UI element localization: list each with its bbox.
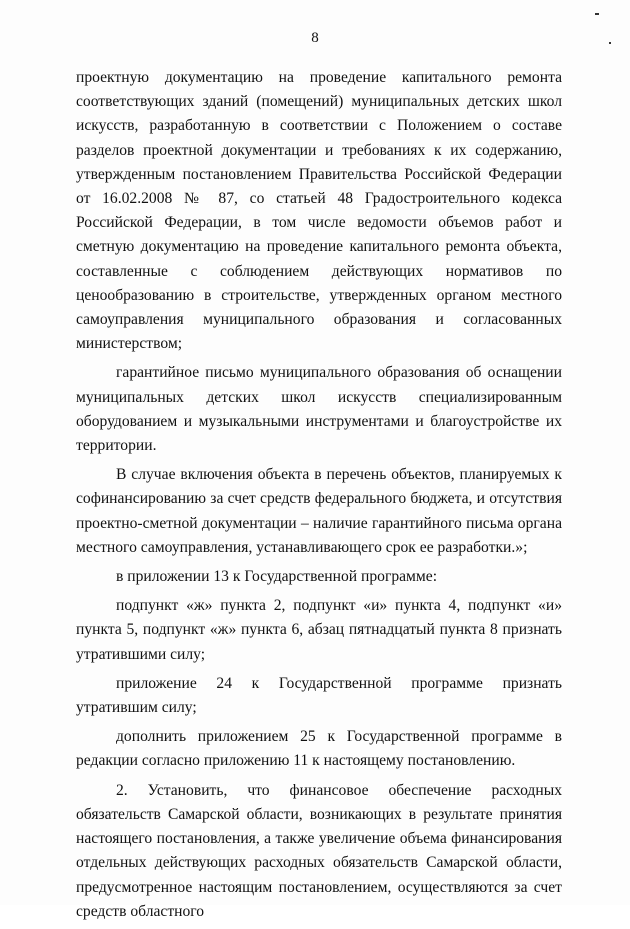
paragraph-appendix-25: дополнить приложением 25 к Государственной программе в редакции согласно приложению 11 к настоящему постановлению. [76, 728, 562, 770]
paragraph-subclauses: подпункт «ж» пункта 2, подпункт «и» пункта 4, подпункт «и» пункта 5, подпункт «ж» пункта 6, абзац пятнадцатый пункта 8 признать утратившими силу; [76, 597, 562, 663]
paragraph-clause-2: 2. Установить, что финансовое обеспечение расходных обязательств Самарской области, возникающих в результате принятия настоящего постановления, а также увеличение объема финансирования отдельных действующих расходных обязательств Самарской области, предусмотренное настоящим постановлением, осуществляются за счет средств областного [76, 781, 562, 920]
paragraph-appendix-13: в приложении 13 к Государственной программе: [116, 568, 438, 586]
paragraph-project-documentation: проектную документацию на проведение капитального ремонта соответствующих зданий (помещений) муниципальных детских школ искусств, разработанную в соответствии с Положением о составе разделов проектной документации и требованиях к их содержанию, утвержденным постановлением Правительства Российской Федерации от 16.02.2008 № 87, со статьей 48 Градостроительного кодекса Российской Федерации, в том числе ведомости объемов работ и сметную документацию на проведение капитального ремонта объекта, составленные с соблюдением действующих нормативов по ценообразованию в строительстве, утвержденных органом местного самоуправления муниципального образования и согласованных министерством; [76, 69, 562, 353]
document-body [76, 66, 562, 929]
page-number: 8 [311, 30, 319, 46]
paragraph-appendix-24: приложение 24 к Государственной программе признать утратившим силу; [76, 674, 562, 717]
scan-speck [595, 13, 599, 15]
paragraph-guarantee-letter: гарантийное письмо муниципального образования об оснащении муниципальных детских школ искусств специализированным оборудованием и музыкальными инструментами и благоустройстве их территории. [76, 364, 562, 455]
scan-speck [609, 42, 611, 44]
paragraph-cofinancing: В случае включения объекта в перечень объектов, планируемых к софинансированию за счет средств федерального бюджета, и отсутствия проектно-сметной документации – наличие гарантийного письма органа местного самоуправления, устанавливающего срок ее разработки.»; [76, 466, 562, 556]
